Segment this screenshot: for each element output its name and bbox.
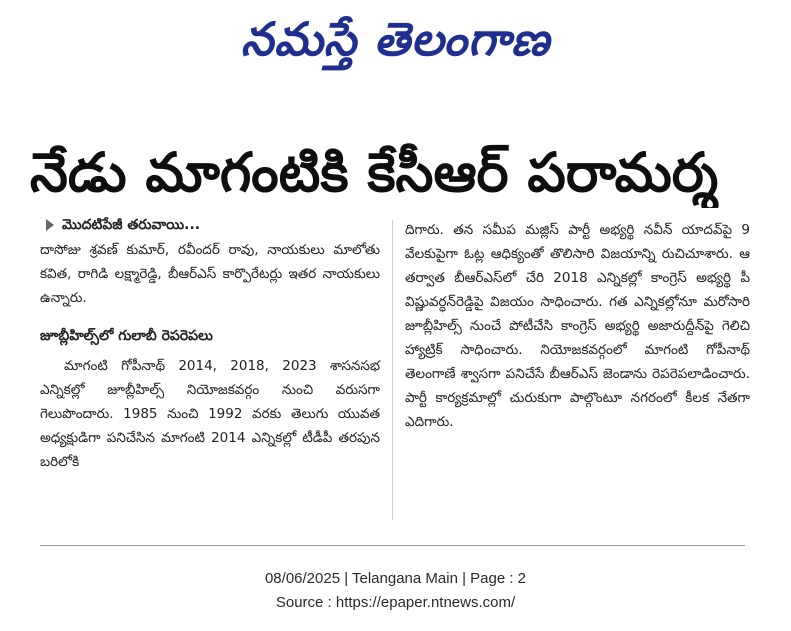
left-paragraph-2: మాగంటి గోపీనాథ్ 2014, 2018, 2023 శాసనసభ ఎన్నికల్లో జూబ్లీహిల్స్ నియోజకవర్గం నుంచి వరుసగా గెలుపొందారు. 1985 నుంచి 1992 వరకు తెలుగు యువత అధ్యక్షుడిగా పనిచేసిన మాగంటి 2014 ఎన్నికల్లో టీడీపీ తరపున బరిలోకి: [40, 358, 380, 470]
left-paragraph-1: దాసోజు శ్రవణ్ కుమార్, రవీందర్ రావు, నాయకులు మాలోతు కవిత, రాగిడి లక్ష్మారెడ్డి, బీఆర్ఎస్ కార్పొరేటర్లు ఇతర నాయకులు ఉన్నారు.: [40, 242, 380, 306]
source-link[interactable]: Source : https://epaper.ntnews.com/: [275, 594, 516, 611]
article-left-column: [40, 212, 380, 474]
article-right-column: [405, 218, 750, 434]
edition-info: 08/06/2025 | Telangana Main | Page : 2: [264, 570, 527, 587]
masthead-title: నమస్తే తెలంగాణ: [240, 12, 551, 66]
column-divider: [392, 220, 393, 520]
right-paragraph: దిగారు. తన సమీప మజ్లిస్ పార్టీ అభ్యర్థి నవీన్ యాదవ్‌పై 9 వేలకుపైగా ఓట్ల ఆధిక్యంతో తొలిసారి విజయాన్ని రుచిచూశారు. ఆ తర్వాత బీఆర్ఎస్‌లో చేరి 2018 ఎన్నికల్లో కాంగ్రెస్ అభ్యర్థి పీ విష్ణువర్ధన్‌రెడ్డిపై విజయం సాధించారు. గత ఎన్నికల్లోనూ మరోసారి జూబ్లీహిల్స్ నుంచే పోటీచేసి కాంగ్రెస్ అభ్యర్థి అజారుద్దీన్‌పై గెలిచి హ్యాట్రిక్ సాధించారు. నియోజకవర్గంలో మాగంటి గోపీనాథ్ తెలంగాణే శ్వాసగా పనిచేసే బీఆర్ఎస్ జెండాను రెపరెపలాడించారు. పార్టీ కార్యక్రమాల్లో చురుకుగా పాల్గొంటూ నగరంలో కీలక నేతగా ఎదిగారు.: [405, 222, 750, 430]
footer-divider: [40, 545, 745, 546]
continued-label: మొదటిపేజీ తరువాయి...: [62, 217, 201, 233]
arrow-right-icon: [46, 219, 54, 231]
article-subheading: జూబ్లీహిల్స్‌లో గులాబీ రెపరెపలు: [40, 328, 213, 344]
newspaper-masthead: [0, 4, 791, 74]
continued-from-line: [40, 212, 380, 238]
article-headline: నేడు మాగంటికి కేసీఆర్ పరామర్శ: [30, 141, 719, 204]
